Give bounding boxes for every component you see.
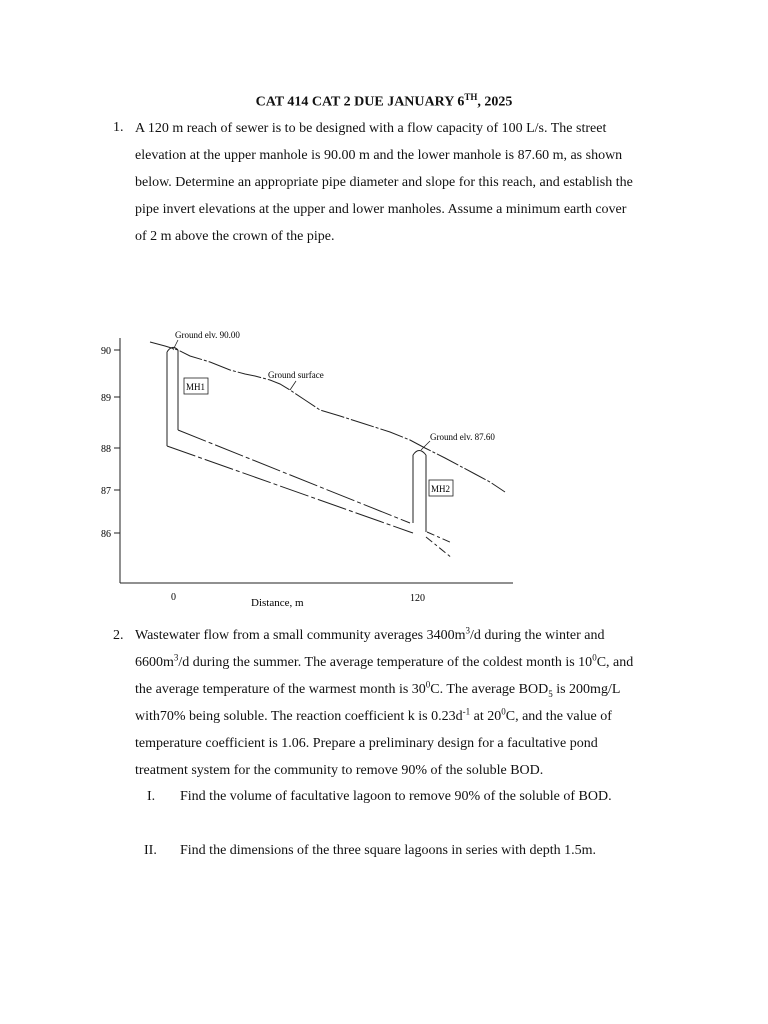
mh2-cap: [413, 451, 426, 456]
question-2-line: treatment system for the community to remove 90% of the soluble BOD.: [135, 763, 544, 778]
ground-upper-label: Ground elv. 90.00: [175, 330, 240, 340]
title-main: CAT 414 CAT 2 DUE JANUARY 6: [255, 94, 465, 110]
question-1-line: of 2 m above the crown of the pipe.: [135, 229, 335, 244]
page-title: [0, 92, 768, 111]
y-tick-label: 86: [101, 529, 111, 540]
y-tick-label: 87: [101, 486, 111, 497]
sub-item-number: II.: [144, 843, 157, 858]
question-2-line: $6600m^3/d$ during the summer. The average temperature of the coldest month is $10^0C$, and: [135, 652, 634, 670]
question-1-text: [135, 115, 675, 250]
pipe-invert-line: [167, 446, 413, 533]
sub-item-text: Find the volume of facultative lagoon to remove 90% of the soluble of BOD.: [180, 789, 612, 804]
ground-surface-leader: [290, 381, 296, 390]
question-1-line: pipe invert elevations at the upper and lower manholes. Assume a minimum earth cover: [135, 202, 627, 217]
y-tick-label: 88: [101, 444, 111, 455]
question-2-line: temperature coefficient is 1.06. Prepare a preliminary design for a facultative pond: [135, 736, 598, 751]
mh2-label: MH2: [431, 484, 451, 494]
x-tick-label: 120: [410, 593, 425, 604]
question-1-line: elevation at the upper manhole is 90.00 m and the lower manhole is 87.60 m, as shown: [135, 148, 623, 163]
question-2-line: the average temperature of the warmest month is $30^0C$. The average $BOD_5$ is 200mg/L: [135, 679, 621, 699]
y-tick-label: 90: [101, 346, 111, 357]
question-1-number: 1.: [113, 120, 124, 135]
ground-surface-label: Ground surface: [268, 370, 324, 380]
question-2-number: 2.: [113, 628, 124, 643]
sub-item-number: I.: [147, 789, 156, 804]
sewer-profile-figure: [90, 320, 530, 620]
ground-lower-label: Ground elv. 87.60: [430, 432, 495, 442]
question-2-line: Wastewater flow from a small community averages $3400m^3/d$ during the winter and: [135, 625, 605, 643]
ground-surface-line: [150, 342, 505, 492]
x-axis-label: Distance, m: [251, 597, 304, 609]
question-2-line: with70% being soluble. The reaction coefficient k is $0.23d^{-1}$ at $20^0C$, and the value of: [135, 706, 612, 724]
title-tail: , 2025: [477, 94, 513, 110]
y-tick-label: 89: [101, 393, 111, 404]
mh1-label: MH1: [186, 382, 206, 392]
x-tick-label: 0: [171, 592, 176, 603]
question-2-text: [135, 622, 677, 784]
question-1-line: below. Determine an appropriate pipe diameter and slope for this reach, and establish the: [135, 175, 633, 190]
sub-item-text: Find the dimensions of the three square lagoons in series with depth 1.5m.: [180, 843, 597, 858]
question-1-line: A 120 m reach of sewer is to be designed with a flow capacity of 100 L/s. The street: [135, 121, 607, 136]
title-superscript: TH: [464, 92, 478, 102]
pipe-crown-line: [178, 430, 410, 523]
pipe-invert-line-continued: [426, 537, 452, 558]
